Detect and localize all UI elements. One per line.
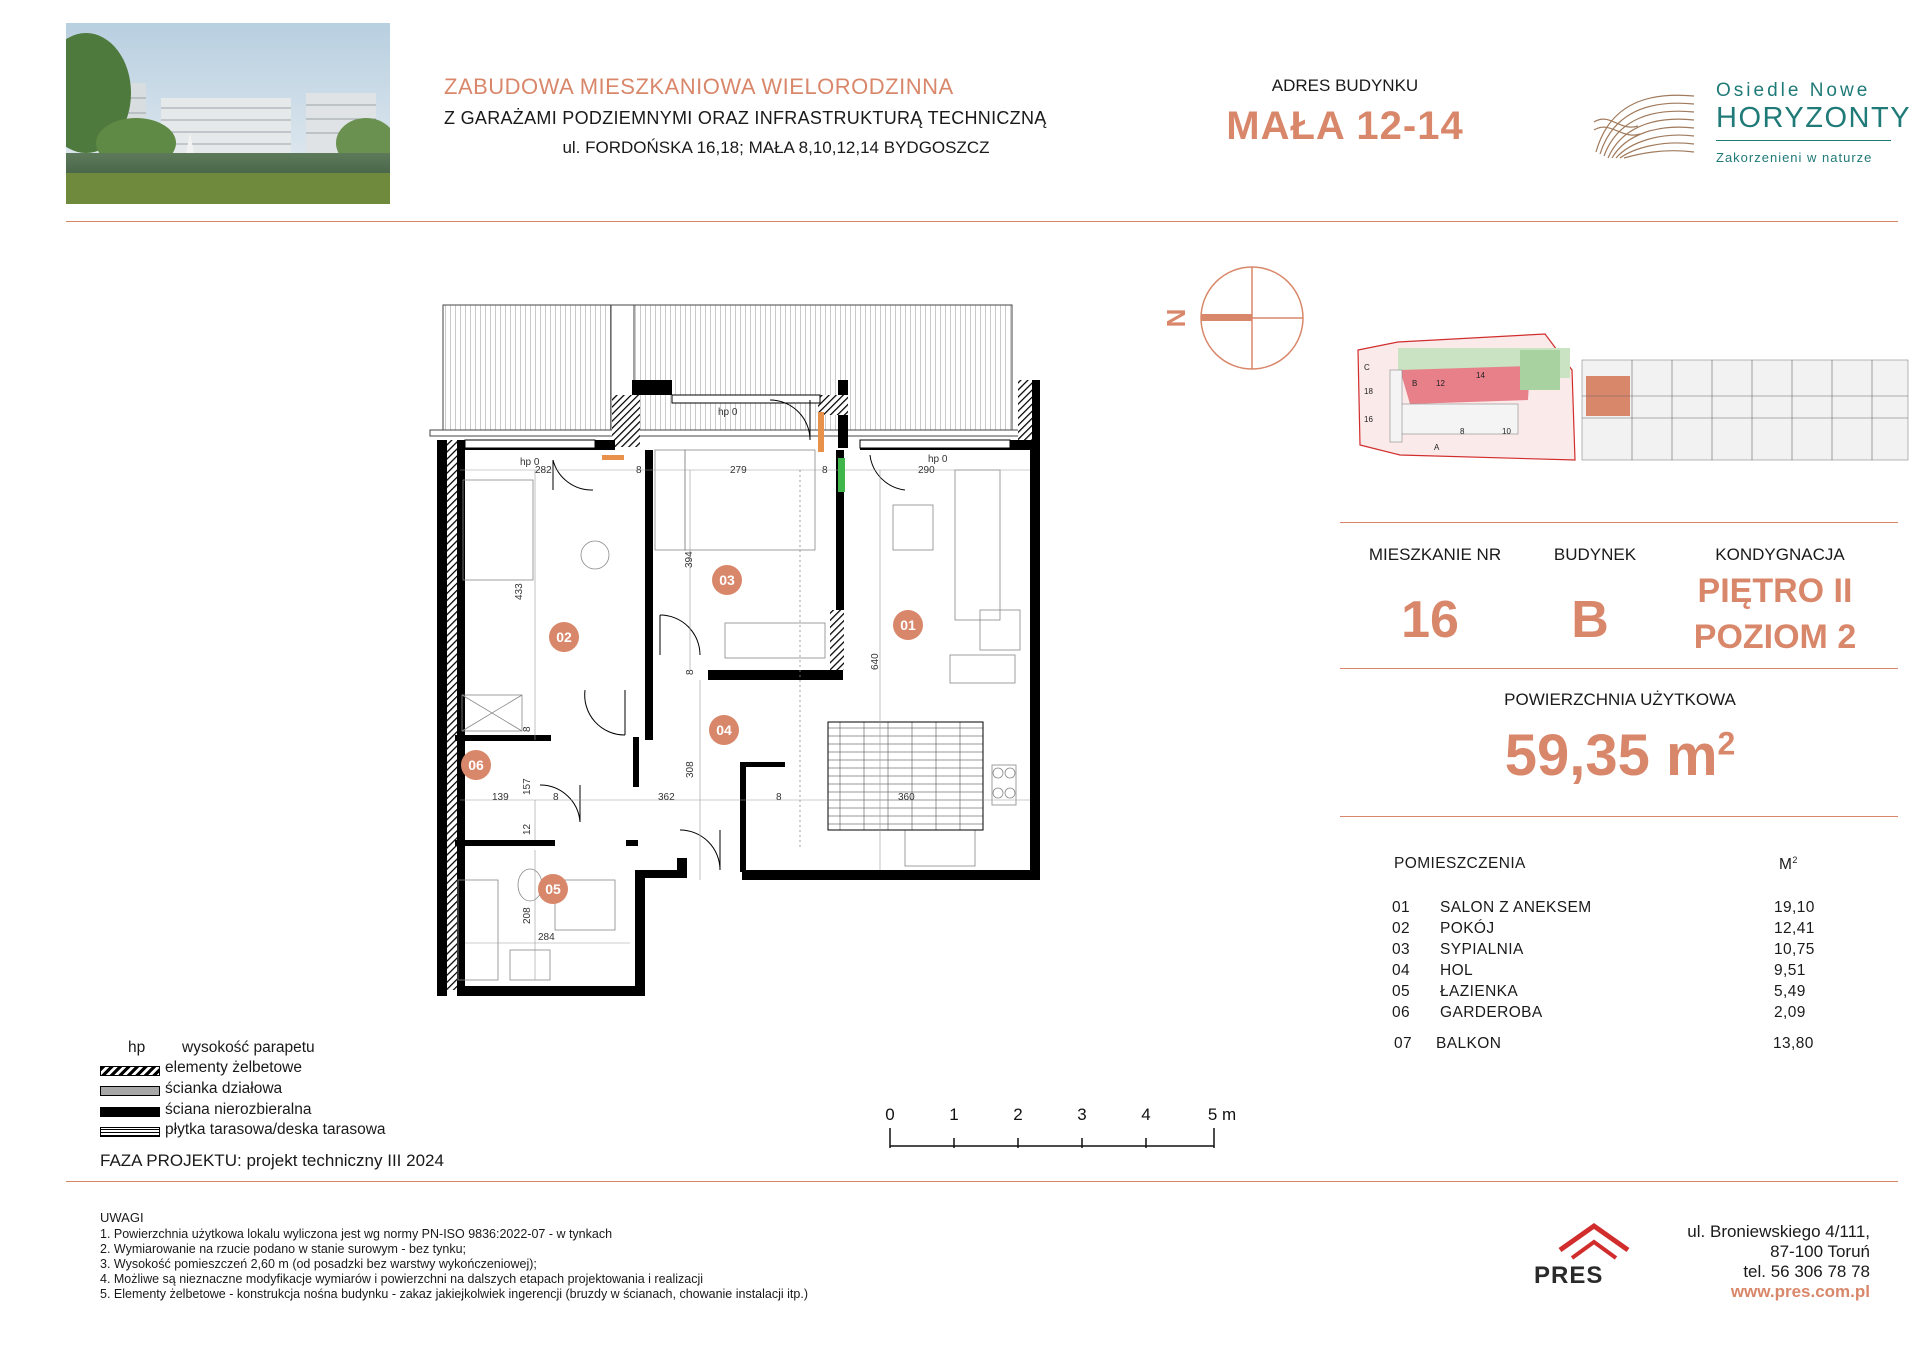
dim-290: 290 (918, 465, 935, 476)
area-superscript: 2 (1717, 725, 1736, 762)
legend-swatch-striped (100, 1127, 160, 1137)
logo-text-line3: Zakorzenieni w naturze (1716, 150, 1873, 165)
scale-label-3: 3 (1077, 1105, 1087, 1124)
compass-north-label: N (1161, 308, 1191, 328)
room-row-balcony: 07 BALKON 13,80 (1394, 1035, 1814, 1052)
room-row: 04 HOL 9,51 (1392, 962, 1806, 979)
dim-208: 208 (522, 907, 533, 924)
note-item: 3. Wysokość pomieszczeń 2,60 m (od posadzki bez warstwy wykończeniowej); (100, 1257, 537, 1271)
project-phase (100, 1151, 444, 1171)
dim-8d: 8 (522, 726, 533, 732)
legend-label-hatched: elementy żelbetowe (165, 1059, 302, 1076)
logo-text-line1: Osiedle Nowe (1716, 80, 1871, 101)
dim-640: 640 (870, 653, 881, 670)
note-item: 5. Elementy żelbetowe - konstrukcja nośna budynku - zakaz jakiejkolwiek ingerencji (bruzdy w ścianach, chowanie instalacji itp.) (100, 1287, 808, 1301)
dim-8b: 8 (822, 465, 828, 476)
dim-8f: 8 (776, 792, 782, 803)
dim-8e: 8 (553, 792, 559, 803)
dim-360: 360 (898, 792, 915, 803)
note-item: 1. Powierzchnia użytkowa lokalu wyliczona jest wg normy PN-ISO 9836:2022-07 - w tynkach (100, 1227, 613, 1241)
dim-12: 12 (522, 823, 533, 835)
storey-label: KONDYGNACJA (1715, 545, 1845, 564)
site-label-a: A (1434, 443, 1440, 452)
area-value (1470, 722, 1770, 789)
rooms-table (1392, 855, 1852, 1065)
parapet-label-2: hp 0 (718, 407, 738, 418)
header-divider (66, 221, 1898, 222)
project-subtitle: Z GARAŻAMI PODZIEMNYMI ORAZ INFRASTRUKTURĄ TECHNICZNĄ (444, 108, 1047, 128)
site-label-10: 10 (1502, 427, 1511, 436)
unit-number-label: MIESZKANIE NR (1368, 545, 1502, 564)
scale-bar (880, 1102, 1250, 1152)
company-city: 87-100 Toruń (1770, 1242, 1870, 1261)
company-street: ul. Broniewskiego 4/111, (1687, 1222, 1870, 1241)
dim-282: 282 (535, 465, 552, 476)
dim-8a: 8 (636, 465, 642, 476)
area-number: 59,35 m (1504, 723, 1718, 788)
dim-433: 433 (514, 583, 525, 600)
furniture (458, 450, 1020, 980)
building-address-label: ADRES BUDYNKU (1271, 76, 1419, 95)
dim-284: 284 (538, 932, 555, 943)
footer-divider (66, 1181, 1898, 1182)
radiator-marker (602, 455, 624, 460)
dim-157: 157 (522, 778, 533, 795)
site-label-b: B (1412, 379, 1418, 388)
logo-text-line2: HORYZONTY (1716, 102, 1912, 134)
dim-362: 362 (658, 792, 675, 803)
room-row: 05 ŁAZIENKA 5,49 (1392, 983, 1806, 1000)
legend-hp-abbr: hp (128, 1039, 146, 1056)
parapet-label-3: hp 0 (928, 454, 948, 465)
legend-swatch-hatched (100, 1066, 160, 1076)
company-contact (1560, 1222, 1870, 1302)
site-label-18: 18 (1364, 387, 1373, 396)
room-row: 02 POKÓJ 12,41 (1392, 920, 1815, 937)
room-row: 06 GARDEROBA 2,09 (1392, 1004, 1806, 1021)
legend-label-grey: ścianka działowa (165, 1080, 283, 1097)
horyzonty-logo-mark (1590, 82, 1702, 162)
storey-value: PIĘTRO II (1697, 572, 1853, 610)
legend-swatch-black (100, 1107, 160, 1117)
building-rendering (66, 23, 390, 204)
dim-279: 279 (730, 465, 747, 476)
room-badge-06: 06 (468, 757, 484, 773)
dim-8c: 8 (685, 669, 696, 675)
dim-139: 139 (492, 792, 509, 803)
room-row: 01 SALON Z ANEKSEM 19,10 (1392, 899, 1815, 916)
room-badge-05: 05 (545, 881, 561, 897)
site-label-c: C (1364, 363, 1370, 372)
pres-logo-text: PRES (1534, 1262, 1604, 1289)
company-website-link[interactable]: www.pres.com.pl (1730, 1282, 1870, 1301)
project-phase-value: projekt techniczny III 2024 (246, 1151, 444, 1170)
room-badge-02: 02 (556, 629, 572, 645)
company-phone: tel. 56 306 78 78 (1743, 1262, 1870, 1281)
legend-swatch-grey (100, 1086, 160, 1096)
project-title: ZABUDOWA MIESZKANIOWA WIELORODZINNA (444, 74, 954, 99)
room-badge-01: 01 (900, 617, 916, 633)
logo-divider (1716, 140, 1891, 141)
notes (100, 1210, 808, 1302)
scale-label-1: 1 (949, 1105, 959, 1124)
rooms-table-header (1392, 855, 1852, 875)
scale-label-5: 5 m (1207, 1105, 1237, 1124)
project-phase-label: FAZA PROJEKTU: (100, 1151, 242, 1170)
floor-plan (420, 290, 1060, 1010)
unit-number: 16 (1401, 591, 1459, 649)
building-letter: B (1571, 591, 1609, 649)
site-plan (1350, 330, 1910, 480)
site-label-12: 12 (1436, 379, 1445, 388)
room-badge-04: 04 (716, 722, 732, 738)
north-compass (1158, 262, 1306, 374)
dim-394: 394 (684, 551, 695, 568)
installation-shaft-marker (838, 458, 845, 492)
interior-walls (455, 450, 844, 872)
site-label-8: 8 (1460, 427, 1465, 436)
column-marker (818, 412, 824, 452)
building-label: BUDYNEK (1553, 545, 1637, 564)
building-address: MAŁA 12-14 (1226, 104, 1464, 148)
scale-label-0: 0 (885, 1105, 895, 1124)
legend-label-striped: płytka tarasowa/deska tarasowa (165, 1121, 386, 1138)
scale-label-2: 2 (1013, 1105, 1023, 1124)
info-divider-top (1340, 522, 1898, 523)
rooms-header-unit: $M^2$ (1779, 855, 1798, 874)
legend-label-black: ściana nierozbieralna (165, 1101, 312, 1118)
info-divider-bottom (1340, 816, 1898, 817)
site-label-14: 14 (1476, 371, 1485, 380)
note-item: 2. Wymiarowanie na rzucie podano w stanie surowym - bez tynku; (100, 1242, 467, 1256)
level-value: POZIOM 2 (1693, 618, 1857, 656)
note-item: 4. Możliwe są nieznaczne modyfikacje wymiarów i powierzchni na dalszych etapach projektowania i realizacji (100, 1272, 704, 1286)
notes-title: UWAGI (100, 1210, 144, 1225)
project-address: ul. FORDOŃSKA 16,18; MAŁA 8,10,12,14 BYDGOSZCZ (562, 138, 990, 157)
room-row: 03 SYPIALNIA 10,75 (1392, 941, 1815, 958)
rooms-header-name: POMIESZCZENIA (1394, 855, 1526, 872)
site-label-16: 16 (1364, 415, 1373, 424)
legend-hp-text: wysokość parapetu (182, 1039, 315, 1056)
room-badge-03: 03 (719, 572, 735, 588)
parapet-label-1: hp 0 (520, 457, 540, 468)
dim-308: 308 (685, 761, 696, 778)
stairs (828, 722, 983, 830)
area-label: POWIERZCHNIA UŻYTKOWA (1504, 690, 1736, 709)
info-divider-mid (1340, 668, 1898, 669)
scale-label-4: 4 (1141, 1105, 1151, 1124)
